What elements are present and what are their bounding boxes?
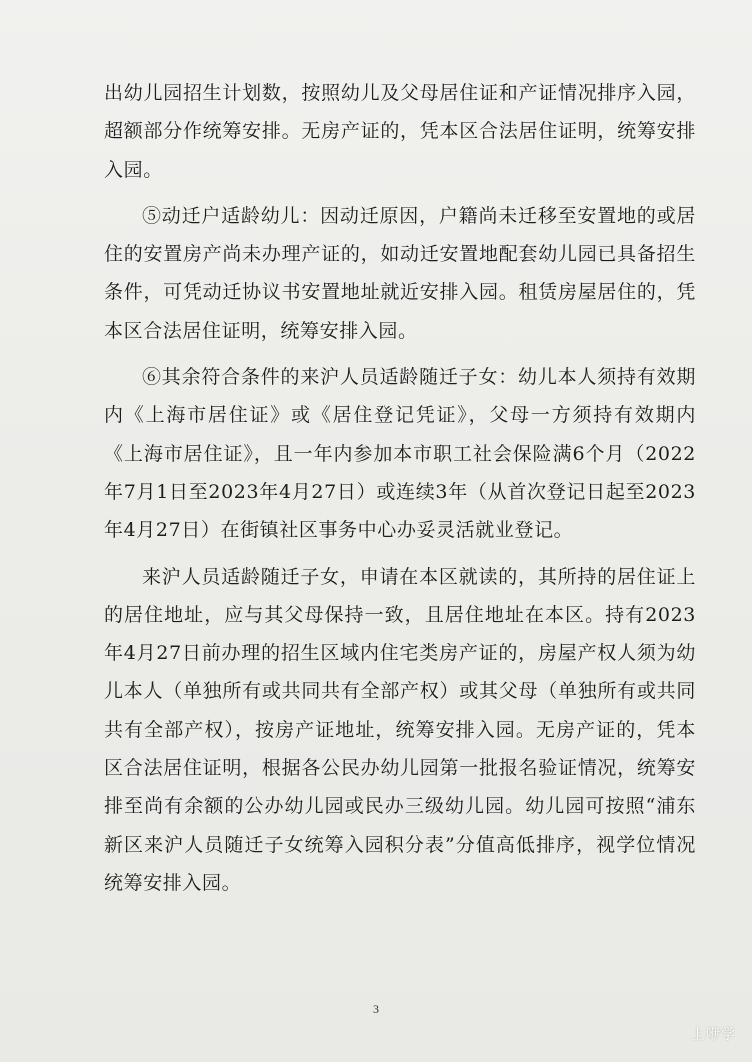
paragraph-migrant-children-application: 来沪人员适龄随迁子女，申请在本区就读的，其所持的居住证上的居住地址，应与其父母保持一致，且居住地址在本区。持有2023年4月27日前办理的招生区域内住宅类房产证的，房屋产权人须为幼儿本人（单独所有或共同共有全部产权）或其父母（单独所有或共同共有全部产权），按房产证地址，统筹安排入园。无房产证的，凭本区合法居住证明，根据各公民办幼儿园第一批报名验证情况，统筹安排至尚有余额的公办幼儿园或民办三级幼儿园。幼儿园可按照“浦东新区来沪人员随迁子女统筹入园积分表”分值高低排序，视学位情况统筹安排入园。 [104, 565, 696, 894]
paragraph-migrant-children-conditions: ⑥其余符合条件的来沪人员适龄随迁子女：幼儿本人须持有效期内《上海市居住证》或《居住登记凭证》，父母一方须持有效期内《上海市居住证》，且一年内参加本市职工社会保险满6个月（2022年7月1日至2023年4月27日）或连续3年（从首次登记日起至2023年4月27日）在街镇社区事务中心办妥灵活就业登记。 [104, 366, 696, 542]
paragraph-relocated-households: ⑤动迁户适龄幼儿：因动迁原因，户籍尚未迁移至安置地的或居住的安置房产尚未办理产证的，如动迁安置地配套幼儿园已具备招生条件，可凭动迁协议书安置地址就近安排入园。租赁房屋居住的，凭本区合法居住证明，统筹安排入园。 [104, 204, 696, 342]
body-text [104, 74, 696, 910]
page-number: 3 [373, 1002, 379, 1016]
watermark-logo: 上咿学 [691, 1027, 736, 1043]
paragraph-continuation: 出幼儿园招生计划数，按照幼儿及父母居住证和产证情况排序入园，超额部分作统筹安排。无房产证的，凭本区合法居住证明，统筹安排入园。 [104, 82, 696, 181]
